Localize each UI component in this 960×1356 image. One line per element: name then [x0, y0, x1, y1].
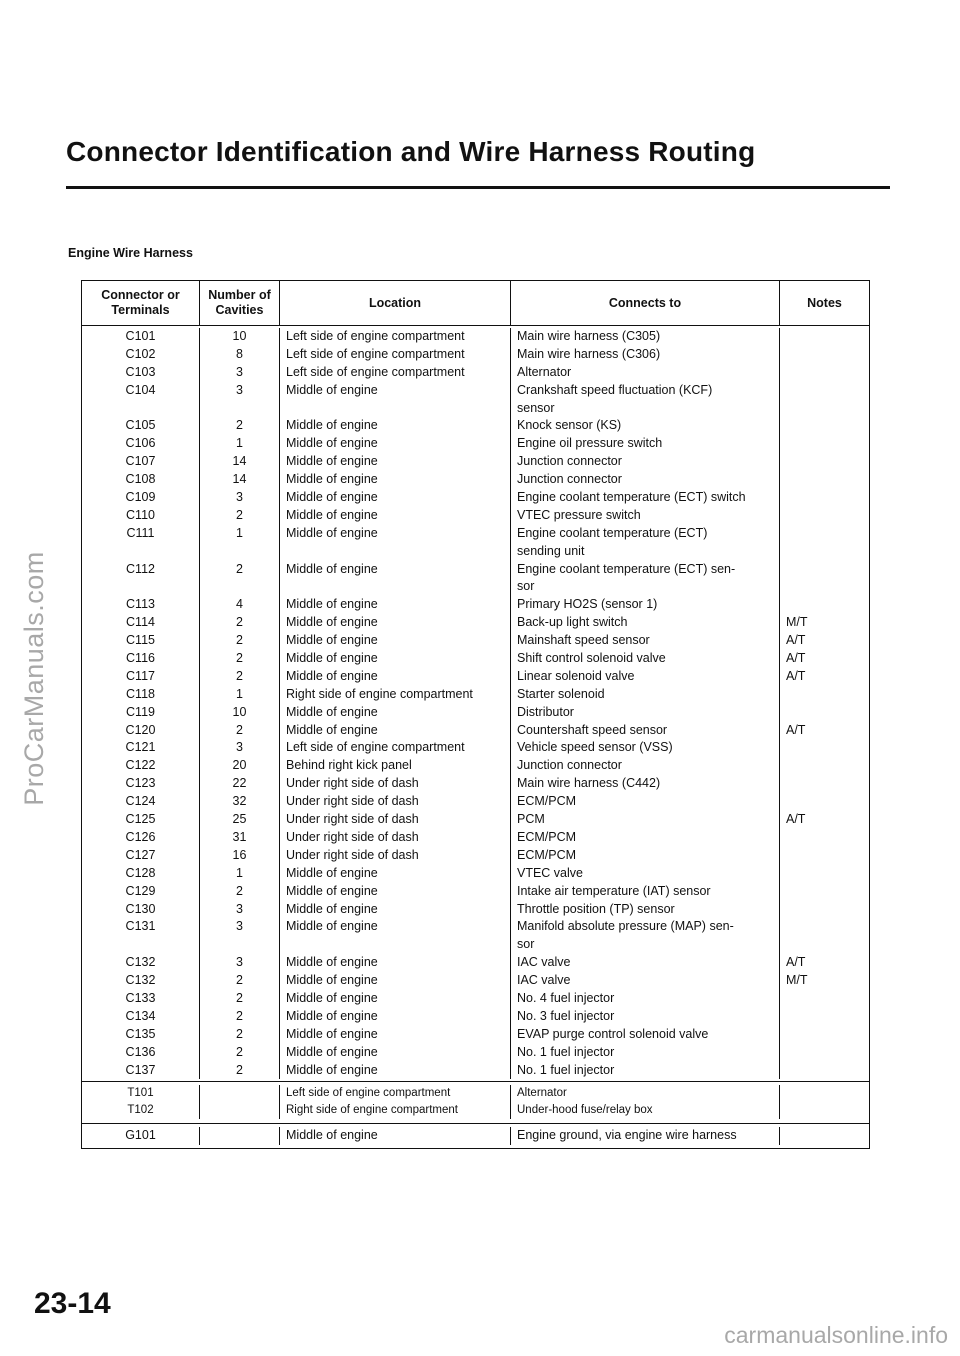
header-cavities: Number of Cavities	[200, 281, 280, 325]
cell-connector: C129	[125, 883, 156, 898]
location-column	[280, 328, 511, 1079]
cell-notes	[780, 1102, 869, 1119]
cell-cavities: 2	[236, 668, 243, 683]
cell-notes	[780, 417, 869, 435]
cell-connector: C135	[125, 1026, 156, 1041]
connector-column	[82, 1085, 200, 1119]
cell-connects: Junction connector	[517, 454, 622, 469]
cell-notes	[780, 435, 869, 453]
cell-notes	[780, 1062, 869, 1080]
cell-connector	[82, 936, 199, 954]
cell-connects: Shift control solenoid valve	[517, 651, 666, 666]
connector-section	[82, 326, 869, 1081]
connects-column	[511, 1127, 780, 1145]
cell-notes	[780, 596, 869, 614]
header-connector: Connector or Terminals	[82, 281, 200, 325]
cell-connects: Manifold absolute pressure (MAP) sen-	[517, 919, 734, 934]
cell-location: Middle of engine	[286, 633, 378, 648]
cell-connects: sor	[517, 579, 535, 594]
cell-notes	[780, 990, 869, 1008]
cell-location: Middle of engine	[286, 668, 378, 683]
cell-cavities: 25	[232, 812, 247, 827]
cell-notes	[780, 1044, 869, 1062]
cell-connector: C107	[125, 454, 156, 469]
cell-cavities: 2	[236, 990, 243, 1005]
cell-connects: VTEC pressure switch	[517, 507, 641, 522]
cell-cavities: 31	[232, 829, 247, 844]
cell-connects: Engine coolant temperature (ECT) sen-	[517, 561, 736, 576]
cell-cavities	[200, 1085, 279, 1102]
cell-notes	[780, 1127, 869, 1145]
cell-connects: Vehicle speed sensor (VSS)	[517, 740, 673, 755]
cell-connector: C119	[126, 704, 155, 719]
notes-column	[780, 1085, 869, 1119]
cell-location	[280, 543, 510, 561]
cell-notes: A/T	[786, 955, 806, 970]
cell-connector: G101	[125, 1128, 156, 1143]
cell-cavities: 20	[232, 758, 247, 773]
notes-column	[780, 328, 869, 1079]
cell-cavities: 10	[232, 329, 247, 343]
cell-connector: C110	[126, 507, 155, 522]
cell-location: Under right side of dash	[286, 812, 419, 827]
cell-cavities: 3	[236, 955, 243, 970]
cell-location: Under right side of dash	[286, 794, 419, 809]
cell-cavities: 2	[236, 1026, 243, 1041]
cell-notes	[780, 382, 869, 400]
cell-connector: C116	[126, 651, 155, 666]
cell-connector: C131	[125, 919, 156, 934]
connector-column	[82, 1127, 200, 1145]
cell-connects: ECM/PCM	[517, 794, 577, 809]
cell-location: Middle of engine	[286, 973, 378, 988]
cell-notes	[780, 1026, 869, 1044]
cell-location: Middle of engine	[286, 919, 378, 934]
cell-connector: C120	[125, 722, 156, 737]
cell-connector: C118	[126, 686, 155, 701]
cell-connector: C137	[125, 1062, 156, 1077]
connector-column	[82, 328, 200, 1079]
cell-cavities: 2	[236, 507, 243, 522]
cell-cavities: 2	[236, 1044, 243, 1059]
cell-cavities: 1	[236, 525, 243, 540]
header-connects-to: Connects to	[511, 281, 780, 325]
cell-connects: Junction connector	[517, 472, 622, 487]
section-subtitle: Engine Wire Harness	[68, 246, 193, 260]
cell-connector: C125	[125, 812, 156, 827]
cell-location: Left side of engine compartment	[286, 740, 465, 755]
cell-cavities: 10	[232, 704, 247, 719]
cell-notes	[780, 686, 869, 704]
cell-notes	[780, 918, 869, 936]
cell-connects: Main wire harness (C306)	[517, 346, 661, 361]
cell-connects: EVAP purge control solenoid valve	[517, 1026, 709, 1041]
cell-connects: ECM/PCM	[517, 829, 577, 844]
cell-connector: T101	[127, 1087, 154, 1100]
title-rule	[66, 186, 890, 189]
cell-location: Right side of engine compartment	[286, 686, 473, 701]
cell-location: Left side of engine compartment	[286, 329, 465, 343]
cell-notes	[780, 829, 869, 847]
cell-cavities: 1	[236, 686, 243, 701]
cell-connects: Linear solenoid valve	[517, 668, 635, 683]
cell-connects: sensor	[517, 400, 555, 415]
cell-location: Middle of engine	[286, 597, 378, 612]
cell-location: Middle of engine	[286, 901, 378, 916]
cell-connector: C113	[126, 597, 155, 612]
cell-connects: Junction connector	[517, 758, 622, 773]
cell-location: Middle of engine	[286, 507, 378, 522]
cell-cavities: 8	[236, 346, 243, 361]
header-location: Location	[280, 281, 511, 325]
cell-notes: M/T	[786, 973, 808, 988]
cell-connects: Distributor	[517, 704, 574, 719]
cell-connects: IAC valve	[517, 955, 571, 970]
cell-connector: C121	[125, 740, 156, 755]
cell-notes	[780, 525, 869, 543]
cell-location: Middle of engine	[286, 704, 378, 719]
cell-location: Under right side of dash	[286, 829, 419, 844]
cell-cavities: 3	[236, 490, 243, 505]
cell-location: Middle of engine	[286, 454, 378, 469]
cell-location: Middle of engine	[286, 1128, 378, 1143]
cell-location: Right side of engine compartment	[286, 1104, 458, 1117]
cell-notes	[780, 865, 869, 883]
cell-location	[280, 578, 510, 596]
cell-notes	[780, 364, 869, 382]
cell-cavities: 2	[236, 1062, 243, 1077]
cell-connects: No. 1 fuel injector	[517, 1062, 615, 1077]
header-notes: Notes	[807, 295, 842, 310]
cell-connects: Throttle position (TP) sensor	[517, 901, 675, 916]
cell-connector: C102	[125, 346, 156, 361]
cell-location	[280, 936, 510, 954]
cell-cavities: 2	[236, 561, 243, 576]
side-watermark	[14, 0, 54, 1356]
cell-notes	[780, 507, 869, 525]
cell-location: Middle of engine	[286, 1026, 378, 1041]
cell-cavities: 3	[236, 382, 243, 397]
cell-connects: No. 4 fuel injector	[517, 990, 615, 1005]
cell-location: Middle of engine	[286, 1062, 378, 1077]
cell-notes: M/T	[786, 615, 808, 630]
location-column	[280, 1127, 511, 1145]
cell-cavities: 32	[232, 794, 247, 809]
cell-connects: Primary HO2S (sensor 1)	[517, 597, 658, 612]
cell-cavities	[200, 578, 279, 596]
cell-notes	[780, 561, 869, 579]
cell-connector: C133	[125, 990, 156, 1005]
cell-notes: A/T	[786, 668, 806, 683]
cell-cavities: 2	[236, 722, 243, 737]
cell-cavities: 2	[236, 651, 243, 666]
cell-connector: T102	[127, 1104, 154, 1117]
cell-cavities: 3	[236, 740, 243, 755]
cell-cavities: 2	[236, 418, 243, 433]
cell-connector	[82, 543, 199, 561]
connects-column	[511, 328, 780, 1079]
cell-connects: Engine coolant temperature (ECT)	[517, 525, 708, 540]
cell-location: Middle of engine	[286, 722, 378, 737]
cell-notes: A/T	[786, 812, 806, 827]
cell-connector: C105	[125, 418, 156, 433]
cell-cavities: 3	[236, 919, 243, 934]
cell-notes	[780, 471, 869, 489]
cell-location: Middle of engine	[286, 651, 378, 666]
terminal-section	[82, 1081, 869, 1123]
cell-connector: C109	[125, 490, 156, 505]
cell-cavities	[200, 400, 279, 418]
cell-connector: C136	[125, 1044, 156, 1059]
cell-connector: C103	[125, 364, 156, 379]
cell-notes	[780, 739, 869, 757]
cell-location: Middle of engine	[286, 436, 378, 451]
cell-connects: Knock sensor (KS)	[517, 418, 622, 433]
table-header	[82, 281, 869, 326]
cell-location: Middle of engine	[286, 865, 378, 880]
cell-connects: Crankshaft speed fluctuation (KCF)	[517, 382, 713, 397]
cell-connector: C101	[125, 329, 156, 343]
cell-cavities: 3	[236, 364, 243, 379]
notes-column	[780, 1127, 869, 1145]
cell-location: Behind right kick panel	[286, 758, 412, 773]
cell-cavities: 1	[236, 436, 243, 451]
cell-connector: C108	[125, 472, 156, 487]
cell-location: Middle of engine	[286, 382, 378, 397]
cell-notes	[780, 543, 869, 561]
cell-cavities: 2	[236, 633, 243, 648]
cell-connects: VTEC valve	[517, 865, 583, 880]
cell-connects: PCM	[517, 812, 545, 827]
cell-location: Middle of engine	[286, 418, 378, 433]
cell-connects: Intake air temperature (IAT) sensor	[517, 883, 711, 898]
cell-connects: ECM/PCM	[517, 847, 577, 862]
cell-cavities: 22	[232, 776, 247, 791]
cell-connects: Back-up light switch	[517, 615, 628, 630]
cell-location: Left side of engine compartment	[286, 1087, 451, 1100]
cell-connector: C111	[126, 525, 155, 540]
cell-notes: A/T	[786, 651, 806, 666]
cell-cavities	[200, 1102, 279, 1119]
location-column	[280, 1085, 511, 1119]
cell-connector: C106	[125, 436, 156, 451]
cell-notes	[780, 578, 869, 596]
cell-cavities	[200, 1127, 279, 1145]
side-watermark-text: ProCarManuals.com	[18, 550, 49, 806]
cell-notes	[780, 346, 869, 364]
cell-connects: Main wire harness (C442)	[517, 776, 661, 791]
cell-connector: C114	[126, 615, 155, 630]
cell-connects: Engine coolant temperature (ECT) switch	[517, 490, 746, 505]
cell-location: Middle of engine	[286, 990, 378, 1005]
cavities-column	[200, 328, 280, 1079]
cell-cavities	[200, 936, 279, 954]
cell-location: Middle of engine	[286, 1008, 378, 1023]
connector-table	[81, 280, 870, 1149]
cell-connector: C124	[125, 794, 156, 809]
cell-notes	[780, 328, 869, 346]
cell-location: Middle of engine	[286, 525, 378, 540]
cell-notes	[780, 489, 869, 507]
cell-location: Left side of engine compartment	[286, 346, 465, 361]
cell-location: Middle of engine	[286, 1044, 378, 1059]
cell-cavities: 3	[236, 901, 243, 916]
cell-location: Middle of engine	[286, 955, 378, 970]
cell-notes: A/T	[786, 633, 806, 648]
cavities-column	[200, 1085, 280, 1119]
cell-notes	[780, 704, 869, 722]
cell-connector: C112	[126, 561, 155, 576]
cell-connector: C115	[126, 633, 155, 648]
cell-notes: A/T	[786, 722, 806, 737]
cell-connects: Alternator	[517, 364, 572, 379]
cell-connects: Alternator	[517, 1087, 567, 1100]
cell-cavities: 1	[236, 865, 243, 880]
cell-cavities: 4	[236, 597, 243, 612]
cell-cavities: 14	[232, 472, 247, 487]
cell-cavities: 16	[232, 847, 247, 862]
cell-connector: C132	[125, 955, 156, 970]
cell-cavities: 2	[236, 883, 243, 898]
cell-connects: Under-hood fuse/relay box	[517, 1104, 653, 1117]
cell-connector: C123	[125, 776, 156, 791]
cell-notes	[780, 793, 869, 811]
cell-connects: Mainshaft speed sensor	[517, 633, 650, 648]
cell-connector: C128	[125, 865, 156, 880]
cell-connects: IAC valve	[517, 973, 571, 988]
cell-location: Middle of engine	[286, 883, 378, 898]
cavities-column	[200, 1127, 280, 1145]
cell-cavities: 2	[236, 1008, 243, 1023]
cell-notes	[780, 1008, 869, 1026]
cell-notes	[780, 883, 869, 901]
cell-cavities: 2	[236, 615, 243, 630]
cell-connects: sor	[517, 937, 535, 952]
cell-connector: C117	[126, 668, 155, 683]
cell-connects: Main wire harness (C305)	[517, 329, 661, 343]
cell-connector: C126	[125, 829, 156, 844]
cell-connects: Engine oil pressure switch	[517, 436, 663, 451]
cell-notes	[780, 847, 869, 865]
footer-watermark: carmanualsonline.info	[724, 1322, 948, 1348]
cell-notes	[780, 400, 869, 418]
cell-notes	[780, 775, 869, 793]
cell-location: Middle of engine	[286, 615, 378, 630]
cell-connector: C122	[125, 758, 156, 773]
cell-notes	[780, 453, 869, 471]
cell-cavities: 2	[236, 973, 243, 988]
cell-location: Under right side of dash	[286, 776, 419, 791]
cell-connects: sending unit	[517, 543, 585, 558]
cell-location: Middle of engine	[286, 472, 378, 487]
cell-connects: Engine ground, via engine wire harness	[517, 1128, 737, 1143]
cell-connects: No. 3 fuel injector	[517, 1008, 615, 1023]
cell-connector: C134	[125, 1008, 156, 1023]
cell-connects: No. 1 fuel injector	[517, 1044, 615, 1059]
page-title: Connector Identification and Wire Harness Routing	[66, 136, 756, 167]
cell-connector	[82, 578, 199, 596]
cell-connector: C104	[125, 382, 156, 397]
ground-section	[82, 1123, 869, 1148]
cell-location: Middle of engine	[286, 561, 378, 576]
cell-connector: C127	[125, 847, 156, 862]
cell-location: Left side of engine compartment	[286, 364, 465, 379]
page-number: 23-14	[34, 1287, 111, 1320]
cell-location	[280, 400, 510, 418]
cell-location: Under right side of dash	[286, 847, 419, 862]
cell-notes	[780, 757, 869, 775]
cell-location: Middle of engine	[286, 490, 378, 505]
cell-notes	[780, 1085, 869, 1102]
connects-column	[511, 1085, 780, 1119]
cell-notes	[780, 936, 869, 954]
cell-cavities	[200, 543, 279, 561]
cell-connector: C132	[125, 973, 156, 988]
cell-connector	[82, 400, 199, 418]
cell-connector: C130	[125, 901, 156, 916]
cell-connects: Starter solenoid	[517, 686, 605, 701]
cell-notes	[780, 901, 869, 919]
cell-cavities: 14	[232, 454, 247, 469]
cell-connects: Countershaft speed sensor	[517, 722, 668, 737]
